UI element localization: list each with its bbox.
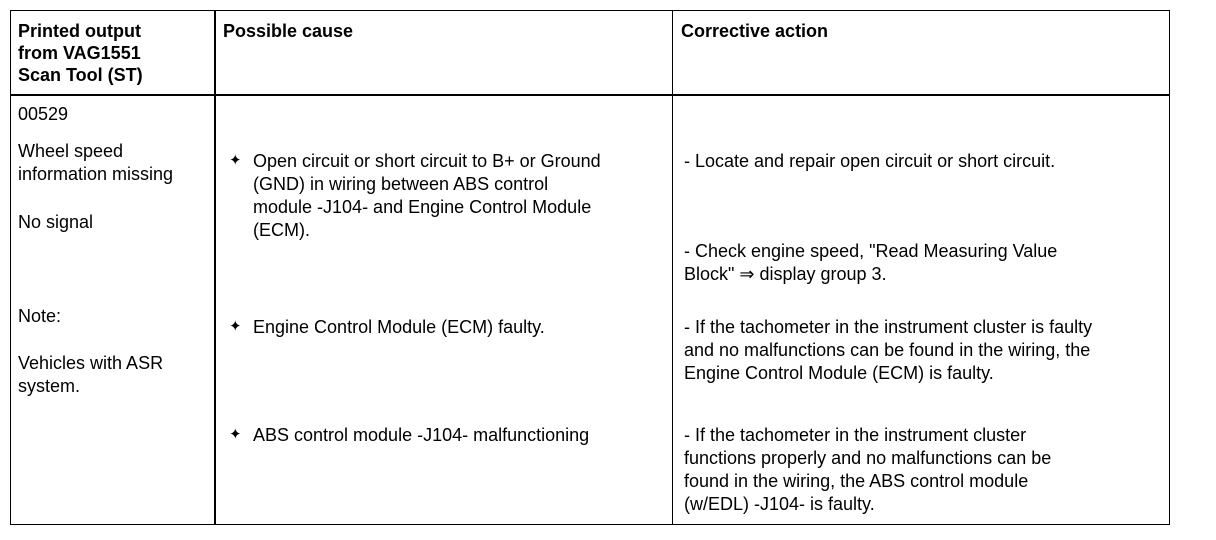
cause-open-circuit: Open circuit or short circuit to B+ or Ground (GND) in wiring between ABS control module -J104- and Engine Control Module (ECM). [253, 151, 601, 240]
column-divider [214, 11, 216, 524]
cause-abs-module: ABS control module -J104- malfunctioning [253, 425, 590, 445]
header-printed-output: Printed output from VAG1551 Scan Tool (ST) [18, 21, 143, 85]
bullet-icon: ✦ [229, 426, 242, 443]
bullet-icon: ✦ [229, 318, 242, 335]
header-corrective-action: Corrective action [681, 21, 829, 41]
action-repair-circuit: - Locate and repair open circuit or short circuit. [684, 151, 1056, 171]
column-divider [672, 11, 673, 524]
cause-ecm-faulty: Engine Control Module (ECM) faulty. [253, 317, 545, 337]
bullet-icon: ✦ [229, 152, 242, 169]
action-abs-faulty: - If the tachometer in the instrument cluster functions properly and no malfunctions can be found in the wiring, the ABS control module (w/EDL) -J104- is faulty. [684, 425, 1052, 514]
note-text: Vehicles with ASR system. [18, 353, 164, 396]
action-ecm-faulty: - If the tachometer in the instrument cluster is faulty and no malfunctions can be found in the wiring, the Engine Control Module (ECM) is faulty. [684, 317, 1093, 383]
fault-code: 00529 [18, 104, 69, 124]
diagnostic-table [10, 10, 1170, 525]
action-check-engine-speed: - Check engine speed, "Read Measuring Value Block" ⇒ display group 3. [684, 241, 1058, 284]
header-possible-cause: Possible cause [223, 21, 354, 41]
fault-signal: No signal [18, 212, 94, 232]
note-label: Note: [18, 306, 62, 326]
fault-description: Wheel speed information missing [18, 141, 174, 184]
header-divider [11, 94, 1169, 96]
